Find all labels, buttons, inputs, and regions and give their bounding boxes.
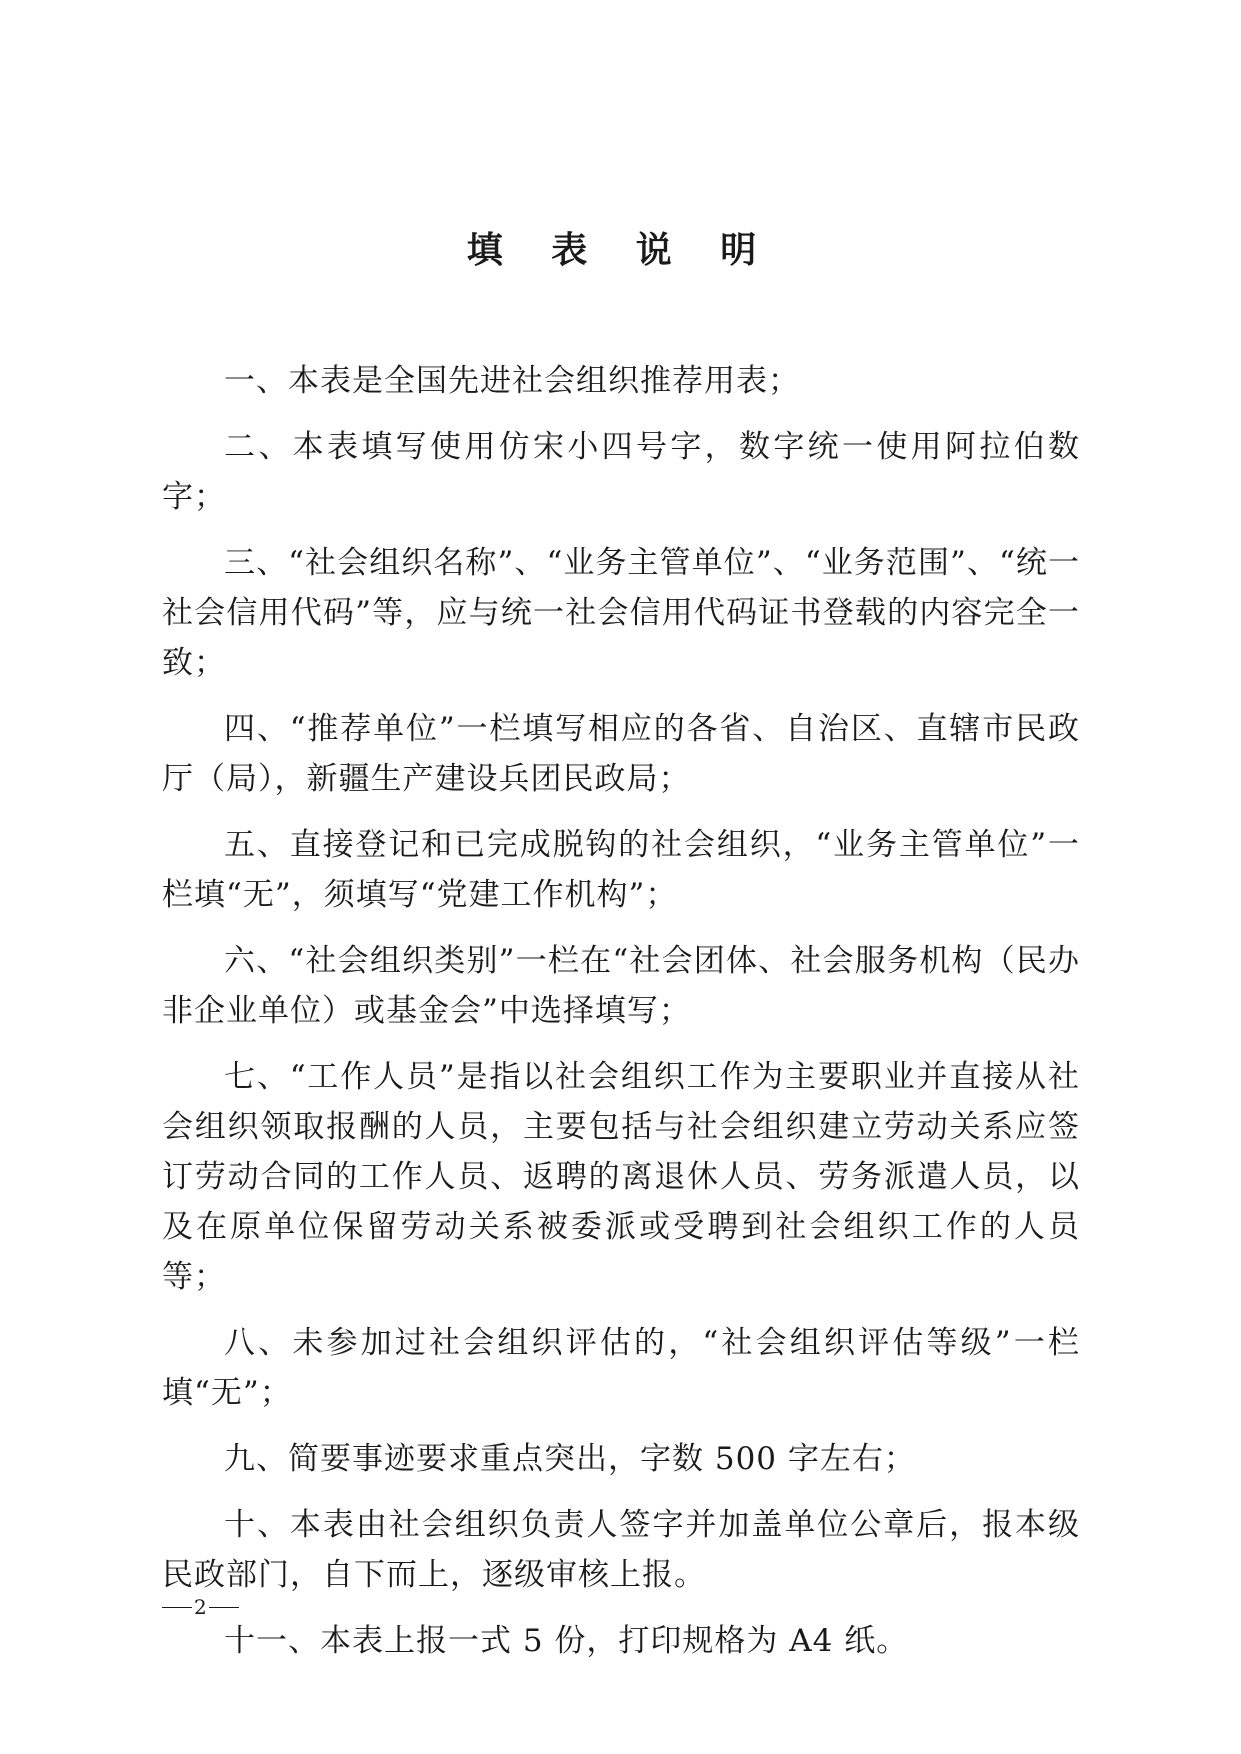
page-number-value: 2 — [194, 1595, 207, 1619]
instruction-item-11: 十一、本表上报一式 5 份，打印规格为 A4 纸。 — [224, 1623, 909, 1659]
instruction-item-3: 三、“社会组织名称”、“业务主管单位”、“业务范围”、“统一社会信用代码”等，应与统一社会信用代码证书登载的内容完全一致； — [162, 545, 1080, 681]
instruction-item-7: 七、“工作人员”是指以社会组织工作为主要职业并直接从社会组织领取报酬的人员，主要包括与社会组织建立劳动关系应签订劳动合同的工作人员、返聘的离退休人员、劳务派遣人员，以及在原单位保留劳动关系被委派或受聘到社会组织工作的人员等； — [162, 1059, 1080, 1295]
instruction-item-1: 一、本表是全国先进社会组织推荐用表； — [224, 363, 800, 399]
instruction-item-5: 五、直接登记和已完成脱钩的社会组织，“业务主管单位”一栏填“无”，须填写“党建工作机构”； — [162, 827, 1080, 913]
instruction-item-10: 十、本表由社会组织负责人签字并加盖单位公章后，报本级民政部门，自下而上，逐级审核上报。 — [162, 1507, 1080, 1593]
page-number — [160, 1595, 241, 1619]
instruction-item-9: 九、简要事迹要求重点突出，字数 500 字左右； — [224, 1441, 916, 1477]
page-title: 填 表 说 明 — [466, 230, 775, 271]
instruction-item-6: 六、“社会组织类别”一栏在“社会团体、社会服务机构（民办非企业单位）或基金会”中选择填写； — [162, 943, 1080, 1029]
instruction-item-4: 四、“推荐单位”一栏填写相应的各省、自治区、直辖市民政厅（局），新疆生产建设兵团民政局； — [162, 711, 1080, 797]
instructions-body — [162, 356, 1080, 1682]
instruction-item-8: 八、未参加过社会组织评估的，“社会组织评估等级”一栏填“无”； — [162, 1325, 1080, 1411]
page-number-left-dash — [162, 1607, 192, 1608]
instruction-item-2: 二、本表填写使用仿宋小四号字，数字统一使用阿拉伯数字； — [162, 429, 1080, 515]
page-number-right-dash — [209, 1607, 239, 1608]
